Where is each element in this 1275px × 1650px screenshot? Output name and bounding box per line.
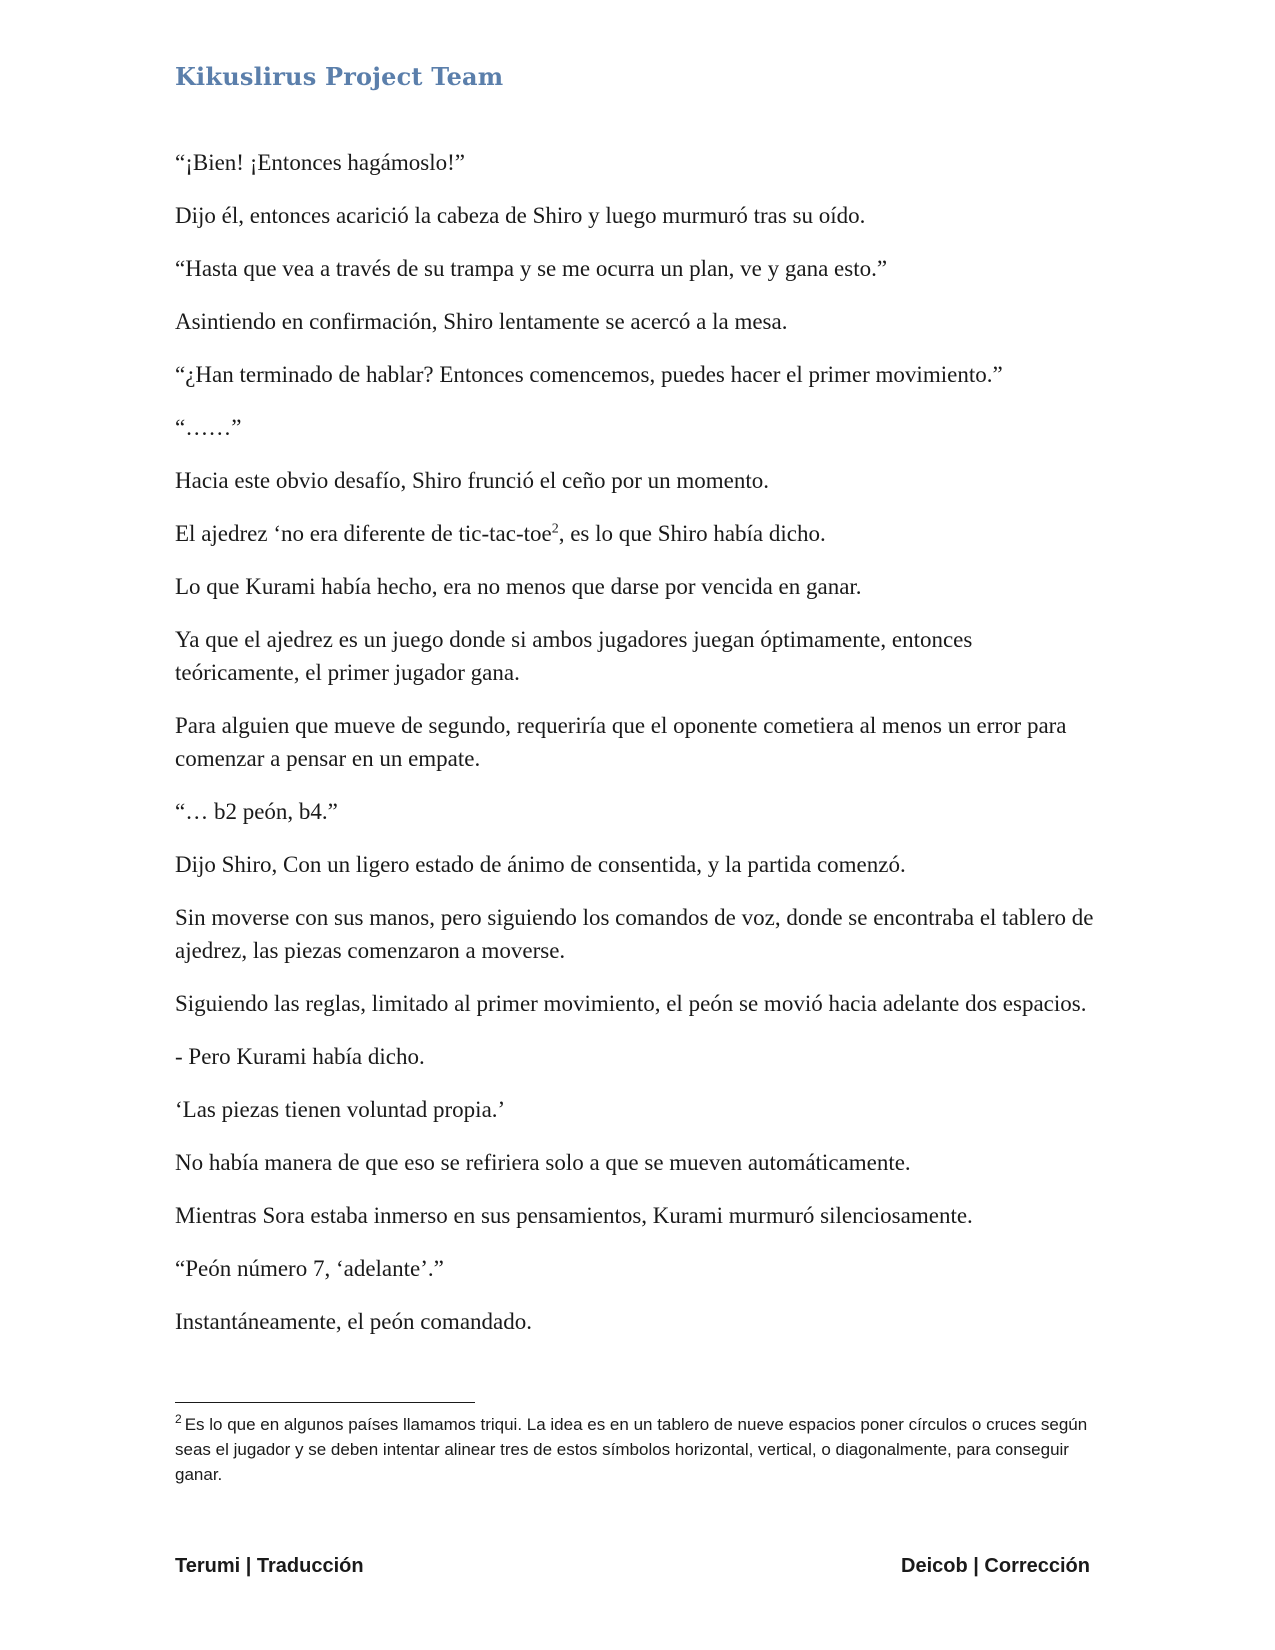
paragraph: “……” — [175, 415, 242, 440]
paragraph: Hacia este obvio desafío, Shiro frunció el ceño por un momento. — [175, 468, 770, 493]
paragraph: Dijo él, entonces acarició la cabeza de Shiro y luego murmuró tras su oído. — [175, 203, 866, 228]
paragraph: “¡Bien! ¡Entonces hagámoslo!” — [175, 150, 465, 175]
paragraph: “… b2 peón, b4.” — [175, 799, 338, 824]
paragraph: Dijo Shiro, Con un ligero estado de ánimo de consentida, y la partida comenzó. — [175, 852, 906, 877]
footnote-divider — [175, 1402, 475, 1403]
paragraph: Mientras Sora estaba inmerso en sus pensamientos, Kurami murmuró silenciosamente. — [175, 1203, 973, 1228]
paragraph-with-footnote-ref — [175, 517, 1095, 550]
paragraph: No había manera de que eso se refiriera solo a que se mueven automáticamente. — [175, 1150, 911, 1175]
footnote-number: 2 — [175, 1412, 182, 1427]
body-text — [175, 146, 1095, 1358]
footnote — [175, 1412, 1095, 1487]
paragraph: ‘Las piezas tienen voluntad propia.’ — [175, 1097, 506, 1122]
paragraph: Sin moverse con sus manos, pero siguiendo los comandos de voz, donde se encontraba el tablero de ajedrez, las piezas comenzaron a moverse. — [175, 905, 1094, 963]
paragraph: Instantáneamente, el peón comandado. — [175, 1309, 532, 1334]
paragraph: - Pero Kurami había dicho. — [175, 1044, 425, 1069]
paragraph: Ya que el ajedrez es un juego donde si ambos jugadores juegan óptimamente, entonces teóricamente, el primer jugador gana. — [175, 627, 973, 685]
paragraph: “Peón número 7, ‘adelante’.” — [175, 1256, 444, 1281]
header-title: Kikuslirus Project Team — [175, 62, 504, 91]
paragraph: “Hasta que vea a través de su trampa y se me ocurra un plan, ve y gana esto.” — [175, 256, 888, 281]
footer-proofreader-credit: Deicob | Corrección — [901, 1555, 1090, 1577]
paragraph: “¿Han terminado de hablar? Entonces comencemos, puedes hacer el primer movimiento.” — [175, 362, 1003, 387]
footnote-reference[interactable]: 2 — [551, 521, 559, 537]
footer-translator-credit: Terumi | Traducción — [175, 1555, 364, 1577]
paragraph-text-after: , es lo que Shiro había dicho. — [558, 521, 826, 546]
paragraph: Siguiendo las reglas, limitado al primer movimiento, el peón se movió hacia adelante dos espacios. — [175, 991, 1087, 1016]
footnote-text: Es lo que en algunos países llamamos triqui. La idea es en un tablero de nueve espacios poner círculos o cruces según seas el jugador y se deben intentar alinear tres de estos símbolos horizontal, vertical, o diagonalmente, para conseguir ganar. — [175, 1415, 1088, 1484]
paragraph: Asintiendo en confirmación, Shiro lentamente se acercó a la mesa. — [175, 309, 788, 334]
paragraph-text-before: El ajedrez ‘no era diferente de tic-tac-toe — [175, 521, 552, 546]
paragraph: Para alguien que mueve de segundo, requeriría que el oponente cometiera al menos un error para comenzar a pensar en un empate. — [175, 713, 1067, 771]
paragraph: Lo que Kurami había hecho, era no menos que darse por vencida en ganar. — [175, 574, 862, 599]
